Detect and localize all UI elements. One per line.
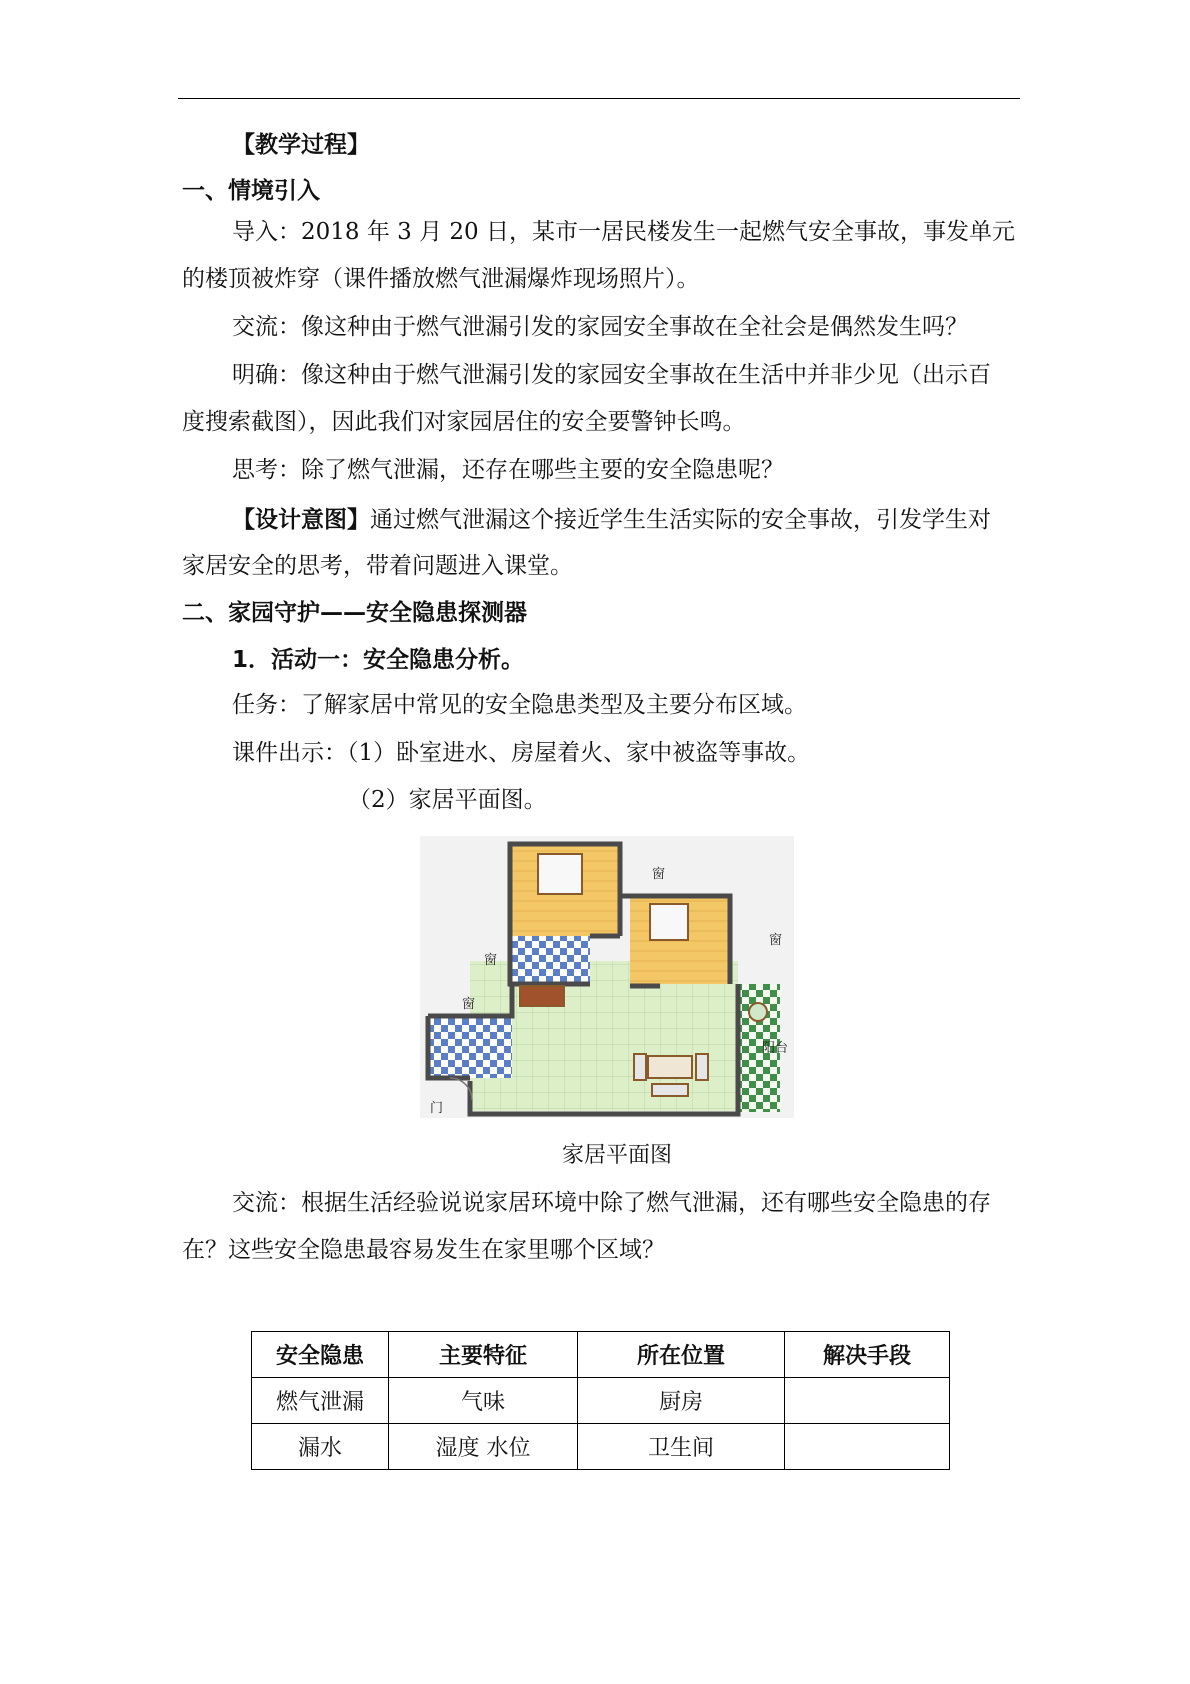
window-label-4: 窗 xyxy=(462,997,476,1012)
table-cell: 湿度 水位 xyxy=(389,1424,578,1470)
design-intent-text: 通过燃气泄漏这个接近学生生活实际的安全事故，引发学生对 xyxy=(370,507,991,533)
activity-one-heading: 1．活动一：安全隐患分析。 xyxy=(232,647,525,673)
floor-plan-image xyxy=(420,836,794,1118)
col-header-hazard: 安全隐患 xyxy=(252,1332,389,1378)
kitchen xyxy=(428,1016,512,1078)
door-label: 门 xyxy=(430,1101,444,1116)
heading-situation-intro: 一、情境引入 xyxy=(182,178,320,204)
window-label-3: 窗 xyxy=(484,953,498,968)
design-intent-line-2: 家居安全的思考，带着问题进入课堂。 xyxy=(182,553,573,579)
header-rule xyxy=(178,98,1020,99)
window-label-1: 窗 xyxy=(652,867,666,882)
intro-paragraph-line-1: 导入：2018 年 3 月 20 日，某市一居民楼发生一起燃气安全事故，事发单元 xyxy=(232,219,1015,245)
table-cell: 漏水 xyxy=(252,1424,389,1470)
think-paragraph: 思考：除了燃气泄漏，还存在哪些主要的安全隐患呢？ xyxy=(232,457,784,483)
floor-plan-caption: 家居平面图 xyxy=(562,1143,673,1168)
exchange-2-line-2: 在？这些安全隐患最容易发生在家里哪个区域？ xyxy=(182,1237,665,1263)
table-cell xyxy=(785,1378,950,1424)
table-cell: 卫生间 xyxy=(578,1424,785,1470)
table-row xyxy=(252,1424,950,1470)
heading-home-guard: 二、家园守护——安全隐患探测器 xyxy=(182,600,527,626)
table-cell: 燃气泄漏 xyxy=(252,1378,389,1424)
intro-paragraph-line-2: 的楼顶被炸穿（课件播放燃气泄漏爆炸现场照片）。 xyxy=(182,266,700,292)
courseware-item-2: （2）家居平面图。 xyxy=(348,787,547,813)
clarify-paragraph-line-2: 度搜索截图），因此我们对家园居住的安全要警钟长鸣。 xyxy=(182,409,746,435)
table-cell: 厨房 xyxy=(578,1378,785,1424)
table-cell: 气味 xyxy=(389,1378,578,1424)
bathroom xyxy=(510,936,590,982)
table-cell xyxy=(785,1424,950,1470)
task-paragraph: 任务：了解家居中常见的安全隐患类型及主要分布区域。 xyxy=(232,692,807,718)
table-header-row xyxy=(252,1332,950,1378)
courseware-item-1: 课件出示：（1）卧室进水、房屋着火、家中被盗等事故。 xyxy=(232,740,811,766)
section-header: 【教学过程】 xyxy=(232,132,370,158)
col-header-feature: 主要特征 xyxy=(389,1332,578,1378)
design-intent-line-1 xyxy=(232,505,991,535)
exchange-2-line-1: 交流：根据生活经验说说家居环境中除了燃气泄漏，还有哪些安全隐患的存 xyxy=(232,1190,991,1216)
col-header-location: 所在位置 xyxy=(578,1332,785,1378)
design-intent-label: 【设计意图】 xyxy=(232,507,370,533)
table-row xyxy=(252,1378,950,1424)
clarify-paragraph-line-1: 明确：像这种由于燃气泄漏引发的家园安全事故在生活中并非少见（出示百 xyxy=(232,362,991,388)
balcony-label: 阳台 xyxy=(761,1041,788,1056)
exchange-paragraph: 交流：像这种由于燃气泄漏引发的家园安全事故在全社会是偶然发生吗？ xyxy=(232,314,968,340)
window-label-2: 窗 xyxy=(768,933,782,948)
hazard-table xyxy=(251,1331,950,1470)
col-header-solution: 解决手段 xyxy=(785,1332,950,1378)
